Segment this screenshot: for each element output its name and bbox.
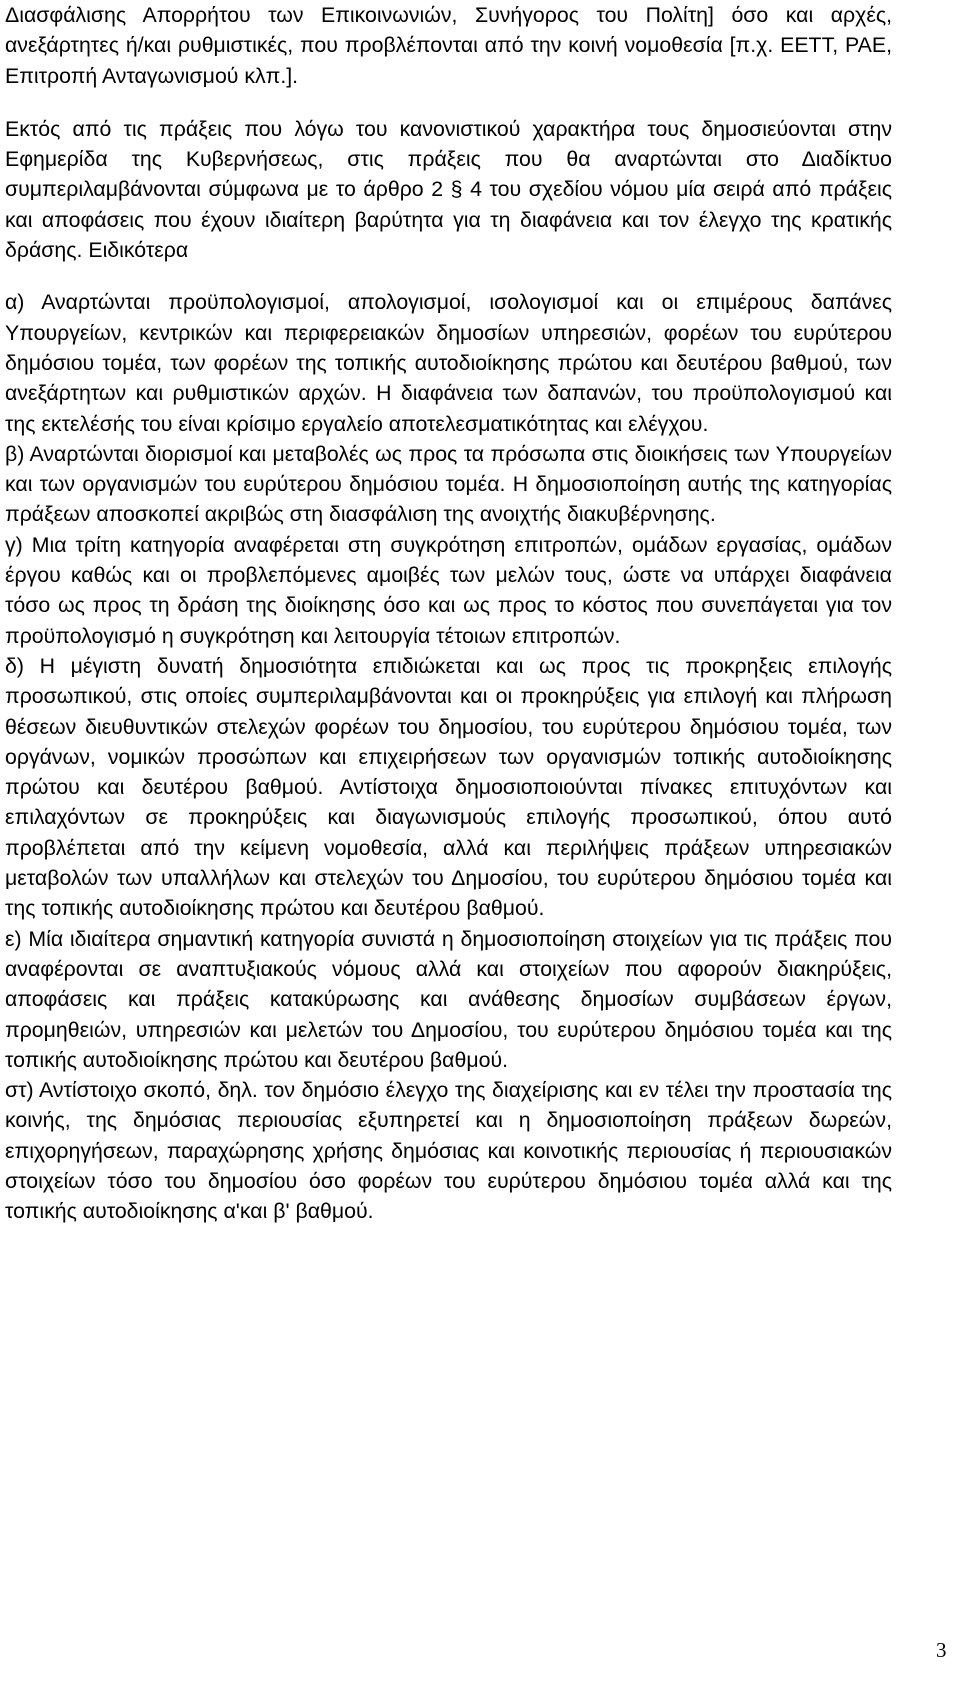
page-number: 3 bbox=[936, 1638, 947, 1662]
list-item-a: α) Αναρτώνται προϋπολογισμοί, απολογισμοί, ισολογισμοί και οι επιμέρους δαπάνες Υπουργείων, κεντρικών και περιφερειακών δημοσίων υπηρεσιών, φορέων του ευρύτερου δημόσιου τομέα, των φορέων της τοπικής αυτοδιοίκησης πρώτου και δευτέρου βαθμού, των ανεξάρτητων και ρυθμιστικών αρχών. Η διαφάνεια των δαπανών, του προϋπολογισμού και της εκτελέσής του είναι κρίσιμο εργαλείο αποτελεσματικότητας και ελέγχου. bbox=[5, 290, 892, 436]
intro-paragraph: Διασφάλισης Απορρήτου των Επικοινωνιών, Συνήγορος του Πολίτη] όσο και αρχές, ανεξάρτητες ή/και ρυθμιστικές, που προβλέπονται από την κοινή νομοθεσία [π.χ. ΕΕΤΤ, ΡΑΕ, Επιτροπή Ανταγωνισμού κλπ.]. bbox=[5, 3, 892, 88]
document-page bbox=[5, 0, 892, 1227]
list-item-e: ε) Μία ιδιαίτερα σημαντική κατηγορία συνιστά η δημοσιοποίηση στοιχείων για τις πράξεις που αναφέρονται σε αναπτυξιακούς νόμους αλλά και στοιχείων που αφορούν διακηρύξεις, αποφάσεις και πράξεις κατακύρωσης και ανάθεσης δημοσίων συμβάσεων έργων, προμηθειών, υπηρεσιών και μελετών του Δημοσίου, του ευρύτερου δημόσιου τομέα και της τοπικής αυτοδιοίκησης πρώτου και δευτέρου βαθμού. bbox=[5, 926, 892, 1072]
list-item-f: στ) Αντίστοιχο σκοπό, δηλ. τον δημόσιο έλεγχο της διαχείρισης και εν τέλει την προστασία της κοινής, της δημόσιας περιουσίας εξυπηρετεί και η δημοσιοποίηση πράξεων δωρεών, επιχορηγήσεων, παραχώρησης χρήσης δημόσιας και κοινοτικής περιουσίας ή περιουσιακών στοιχείων τόσο του δημοσίου όσο φορέων του ευρύτερου δημόσιου τομέα αλλά και της τοπικής αυτοδιοίκησης α'και β' βαθμού. bbox=[5, 1078, 892, 1224]
list-item-c: γ) Μια τρίτη κατηγορία αναφέρεται στη συγκρότηση επιτροπών, ομάδων εργασίας, ομάδων έργου καθώς και οι προβλεπόμενες αμοιβές των μελών τους, ώστε να υπάρχει διαφάνεια τόσο ως προς τη δράση της διοίκησης όσο και ως προς το κόστος που συνεπάγεται για τον προϋπολογισμό η συγκρότηση και λειτουργία τέτοιων επιτροπών. bbox=[5, 532, 892, 648]
item-list bbox=[5, 287, 892, 1226]
list-item-d: δ) Η μέγιστη δυνατή δημοσιότητα επιδιώκεται και ως προς τις προκρηξεις επιλογής προσωπικού, στις οποίες συμπεριλαμβάνονται και οι προκηρύξεις για επιλογή και πλήρωση θέσεων διευθυντικών στελεχών φορέων του δημοσίου, του ευρύτερου δημόσιου τομέα, των οργάνων, νομικών προσώπων και επιχειρήσεων των οργανισμών τοπικής αυτοδιοίκησης πρώτου και δευτέρου βαθμού. Αντίστοιχα δημοσιοποιούνται πίνακες επιτυχόντων και επιλαχόντων σε προκηρύξεις και διαγωνισμούς επιλογής προσωπικού, όπου αυτό προβλέπεται από την κείμενη νομοθεσία, αλλά και περιλήψεις πράξεων υπηρεσιακών μεταβολών των υπαλλήλων και στελεχών του Δημοσίου, του ευρύτερου δημόσιου τομέα και της τοπικής αυτοδιοίκησης πρώτου και δευτέρου βαθμού. bbox=[5, 653, 892, 921]
list-item-b: β) Αναρτώνται διορισμοί και μεταβολές ως προς τα πρόσωπα στις διοικήσεις των Υπουργείων και των οργανισμών του ευρύτερου δημόσιου τομέα. Η δημοσιοποίηση αυτής της κατηγορίας πράξεων αποσκοπεί ακριβώς στη διασφάλιση της ανοιχτής διακυβέρνησης. bbox=[5, 441, 892, 527]
body-paragraph: Εκτός από τις πράξεις που λόγω του κανονιστικού χαρακτήρα τους δημοσιεύονται στην Εφημερίδα της Κυβερνήσεως, στις πράξεις που θα αναρτώνται στο Διαδίκτυο συμπεριλαμβάνονται σύμφωνα με το άρθρο 2 § 4 του σχεδίου νόμου μία σειρά από πράξεις και αποφάσεις που έχουν ιδιαίτερη βαρύτητα για τη διαφάνεια και τον έλεγχο της κρατικής δράσης. Ειδικότερα bbox=[5, 116, 892, 263]
